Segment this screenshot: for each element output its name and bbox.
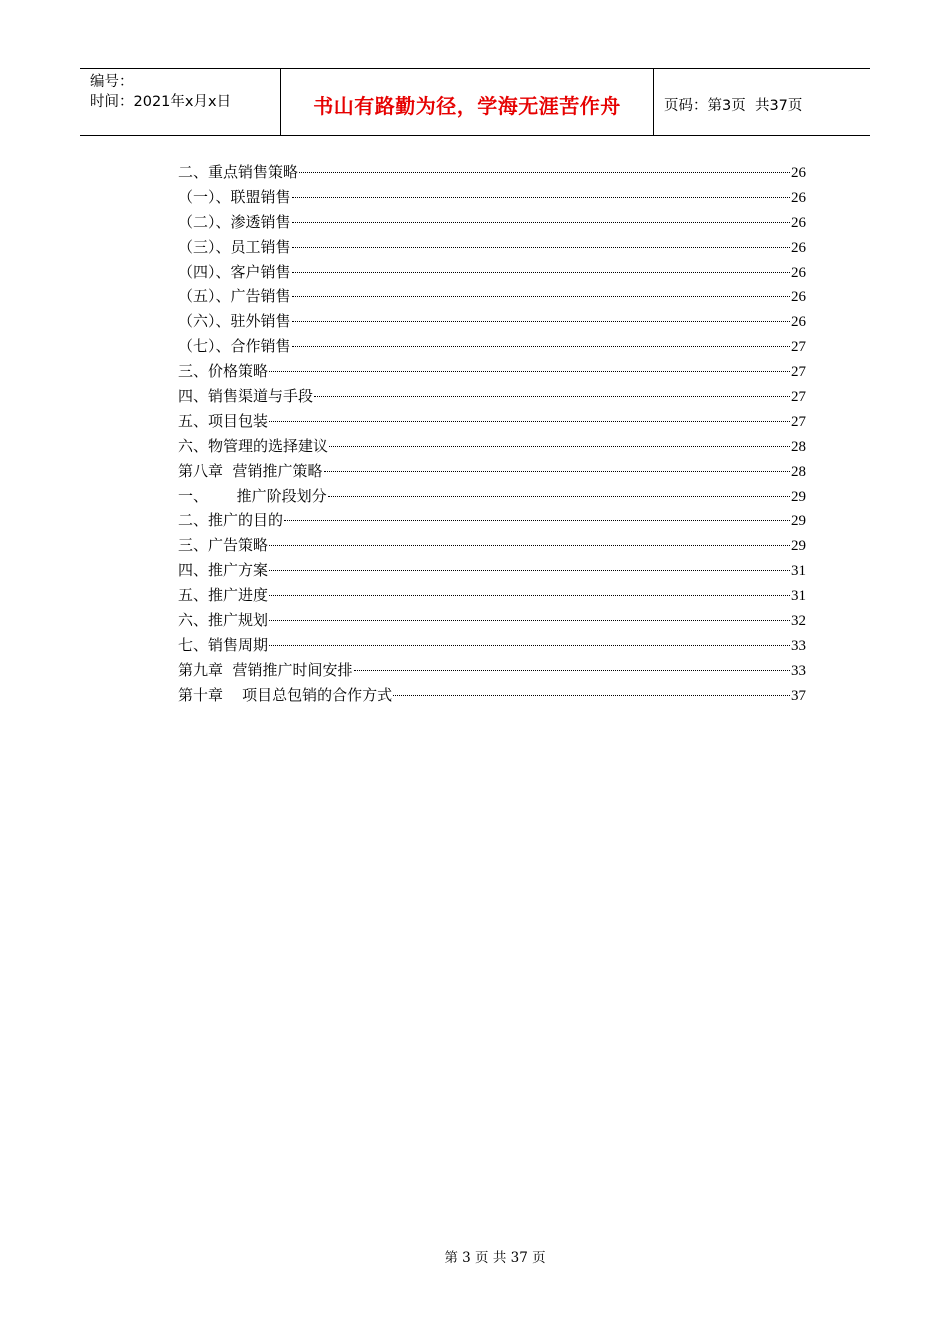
toc-dot-leader (269, 541, 790, 546)
toc-entry[interactable] (178, 384, 806, 409)
toc-entry-page-number: 31 (791, 563, 806, 580)
toc-entry-page-number: 26 (791, 189, 806, 206)
header-page-label: 页码：第3页 共37页 (664, 97, 803, 114)
toc-entry-page-number: 26 (791, 314, 806, 331)
toc-dot-leader (269, 591, 790, 596)
toc-entry[interactable] (178, 160, 806, 185)
toc-entry[interactable] (178, 185, 806, 210)
toc-entry-title: 第十章 项目总包销的合作方式 (178, 685, 393, 704)
toc-entry-page-number: 29 (791, 538, 806, 555)
header-meta (80, 69, 281, 135)
toc-entry[interactable] (178, 235, 806, 260)
toc-entry-title: （三）、员工销售 (178, 237, 291, 256)
toc-entry-title: （七）、合作销售 (178, 337, 291, 356)
toc-entry-title: （一）、联盟销售 (178, 187, 291, 206)
toc-entry-title: 五、推广进度 (178, 586, 269, 605)
toc-entry-title: 五、项目包装 (178, 411, 269, 430)
toc-dot-leader (292, 218, 790, 223)
toc-dot-leader (329, 442, 790, 447)
toc-dot-leader (269, 616, 790, 621)
toc-entry-page-number: 27 (791, 364, 806, 381)
toc-dot-leader (393, 691, 790, 696)
toc-entry[interactable] (178, 434, 806, 459)
serial-label: 编号： (90, 74, 134, 90)
toc-entry-title: 一、 推广阶段划分 (178, 486, 327, 505)
toc-entry[interactable] (178, 484, 806, 509)
toc-entry-page-number: 26 (791, 165, 806, 181)
toc-dot-leader (284, 516, 790, 521)
toc-entry-page-number: 28 (791, 463, 806, 480)
toc-entry[interactable] (178, 558, 806, 583)
toc-dot-leader (269, 566, 790, 571)
toc-entry-title: 三、广告策略 (178, 536, 269, 555)
toc-entry-page-number: 37 (791, 687, 806, 704)
toc-entry-title: 四、销售渠道与手段 (178, 387, 314, 406)
toc-dot-leader (292, 317, 790, 322)
page-footer: 第 3 页 共 37 页 (444, 1250, 546, 1266)
toc-dot-leader (299, 168, 790, 173)
toc-entry-page-number: 26 (791, 214, 806, 231)
toc-entry-title: （五）、广告销售 (178, 287, 291, 306)
toc-entry-title: （二）、渗透销售 (178, 212, 291, 231)
time-label: 时间：2021年x月x日 (90, 94, 232, 110)
toc-dot-leader (328, 492, 790, 497)
toc-entry-title: 六、物管理的选择建议 (178, 436, 329, 455)
toc-entry-page-number: 26 (791, 239, 806, 256)
header-page-info (654, 69, 870, 135)
toc-entry[interactable] (178, 284, 806, 309)
toc-dot-leader (292, 268, 790, 273)
toc-entry-page-number: 28 (791, 438, 806, 455)
toc-entry-title: 二、推广的目的 (178, 511, 284, 530)
toc-dot-leader (292, 342, 790, 347)
toc-dot-leader (354, 666, 790, 671)
toc-dot-leader (269, 641, 790, 646)
toc-entry[interactable] (178, 683, 806, 708)
toc-dot-leader (269, 417, 790, 422)
toc-entry[interactable] (178, 334, 806, 359)
toc-entry-title: 第八章 营销推广策略 (178, 461, 323, 480)
toc-entry[interactable] (178, 309, 806, 334)
toc-entry[interactable] (178, 409, 806, 434)
toc-entry-page-number: 29 (791, 488, 806, 505)
toc-entry-title: 六、推广规划 (178, 611, 269, 630)
toc-entry-page-number: 27 (791, 339, 806, 356)
toc-entry-page-number: 33 (791, 637, 806, 654)
toc-entry-page-number: 26 (791, 264, 806, 281)
toc-entry-title: 四、推广方案 (178, 561, 269, 580)
toc-entry[interactable] (178, 508, 806, 533)
page-header (80, 68, 870, 136)
toc-entry-title: 七、销售周期 (178, 635, 269, 654)
toc-entry[interactable] (178, 459, 806, 484)
toc-entry[interactable] (178, 359, 806, 384)
table-of-contents (178, 160, 806, 708)
toc-entry[interactable] (178, 583, 806, 608)
toc-dot-leader (314, 392, 790, 397)
toc-dot-leader (292, 193, 790, 198)
toc-entry[interactable] (178, 633, 806, 658)
toc-entry-page-number: 26 (791, 289, 806, 306)
toc-entry-title: （四）、客户销售 (178, 262, 291, 281)
toc-entry-page-number: 33 (791, 662, 806, 679)
toc-entry-page-number: 31 (791, 588, 806, 605)
toc-dot-leader (292, 243, 790, 248)
toc-dot-leader (324, 467, 790, 472)
toc-dot-leader (269, 367, 790, 372)
toc-entry-title: 三、价格策略 (178, 362, 269, 381)
toc-entry[interactable] (178, 260, 806, 285)
toc-entry-page-number: 27 (791, 413, 806, 430)
toc-entry[interactable] (178, 658, 806, 683)
toc-dot-leader (292, 292, 790, 297)
toc-entry-page-number: 32 (791, 613, 806, 630)
toc-entry[interactable] (178, 533, 806, 558)
toc-entry[interactable] (178, 210, 806, 235)
header-motto: 书山有路勤为径，学海无涯苦作舟 (281, 69, 654, 135)
toc-entry-title: （六）、驻外销售 (178, 312, 291, 331)
toc-entry-title: 第九章 营销推广时间安排 (178, 660, 353, 679)
toc-entry-title: 二、重点销售策略 (178, 163, 299, 181)
toc-entry-page-number: 29 (791, 513, 806, 530)
toc-entry-page-number: 27 (791, 389, 806, 406)
toc-entry[interactable] (178, 608, 806, 633)
